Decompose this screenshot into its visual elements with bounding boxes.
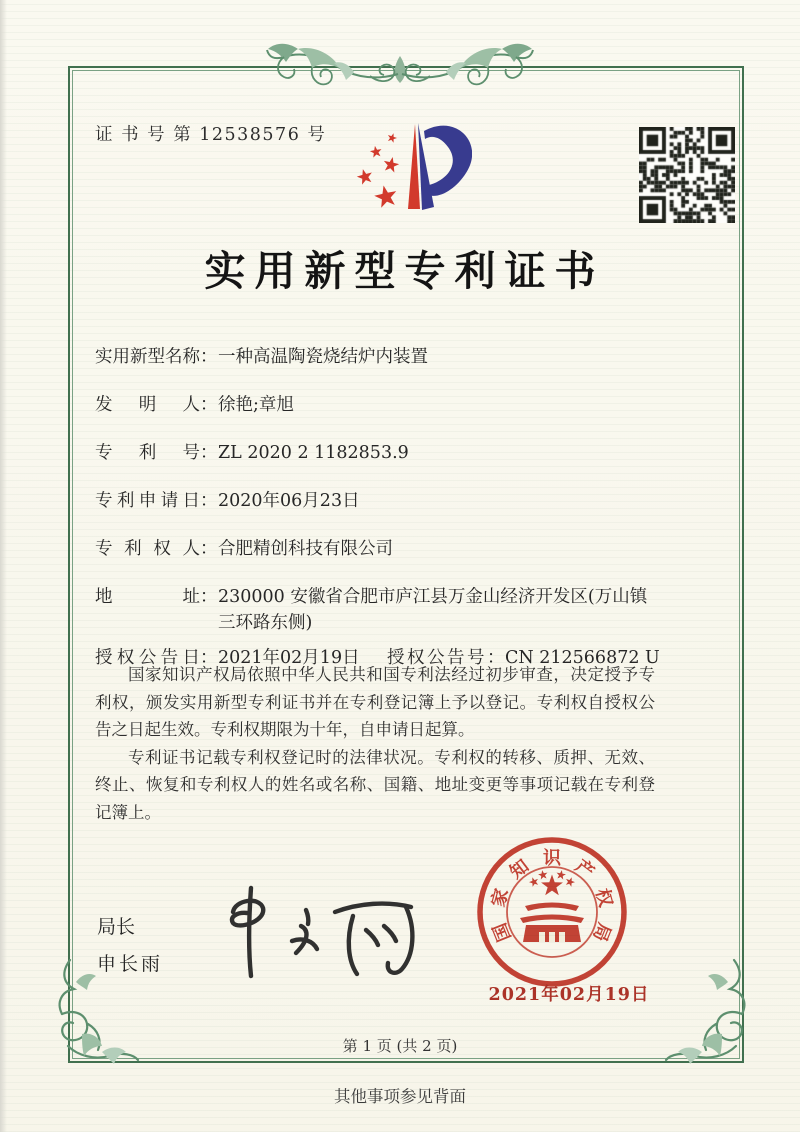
legal-paragraph-1: 国家知识产权局依照中华人民共和国专利法经过初步审查，决定授予专利权，颁发实用新型专利证书并在专利登记簿上予以登记。专利权自授权公告之日起生效。专利权期限为十年，自申请日起算。 (95, 665, 655, 739)
field-value: CN 212566872 U (505, 648, 660, 668)
field-value: 230000 安徽省合肥市庐江县万金山经济开发区(万山镇三环路东侧) (218, 587, 648, 633)
cnipa-logo (336, 108, 472, 238)
legal-text (95, 661, 655, 826)
field-label: 专利号 (95, 443, 200, 463)
qr-code (639, 127, 735, 223)
field-value: 徐艳;章旭 (218, 395, 294, 415)
fields-section (95, 344, 661, 693)
director-name: 申长雨 (97, 953, 164, 975)
field-row-address (95, 584, 661, 636)
svg-text:权: 权 (591, 886, 617, 910)
field-row-inventor (95, 392, 661, 418)
certificate-number: 证 书 号 第 12538576 号 (95, 125, 327, 145)
certificate-title: 实用新型专利证书 (204, 247, 605, 295)
field-row-filing-date (95, 488, 661, 514)
field-value: ZL 2020 2 1182853.9 (218, 443, 409, 463)
field-label: 地址 (95, 587, 200, 607)
svg-text:国: 国 (489, 919, 516, 945)
field-value: 2020年06月23日 (218, 491, 360, 511)
official-seal (472, 832, 632, 992)
field-label: 实用新型名称 (95, 347, 200, 367)
seal-date: 2021年02月19日 (488, 985, 650, 1005)
director-signature-handwriting (205, 876, 433, 986)
field-label: 专利权人 (95, 539, 200, 559)
field-colon: ： (200, 395, 218, 415)
top-border-ornament (266, 28, 534, 102)
field-colon: ： (200, 443, 218, 463)
svg-text:家: 家 (487, 886, 513, 910)
logo-red-wedge (408, 124, 420, 209)
svg-text:局: 局 (588, 919, 615, 945)
field-label: 专利申请日 (95, 491, 200, 511)
field-row-patentee (95, 536, 661, 562)
field-label: 授权公告日 (95, 648, 200, 668)
field-value: 一种高温陶瓷烧结炉内装置 (218, 347, 428, 367)
seal-national-emblem (507, 867, 597, 957)
svg-text:知: 知 (506, 855, 534, 884)
back-note: 其他事项参见背面 (334, 1087, 466, 1106)
field-colon: ： (200, 648, 218, 668)
svg-text:产: 产 (570, 855, 598, 884)
field-label: 授权公告号 (387, 648, 487, 668)
field-colon: ： (200, 539, 218, 559)
logo-p-bowl (424, 126, 472, 196)
page-indicator: 第 1 页 (共 2 页) (342, 1037, 458, 1055)
field-row-utility-name (95, 344, 661, 370)
field-label: 发明人 (95, 395, 200, 415)
field-value: 合肥精创科技有限公司 (218, 539, 393, 559)
field-colon: ： (200, 347, 218, 367)
field-colon: ： (487, 648, 505, 668)
director-title-label: 局长 (97, 916, 136, 938)
logo-stars (355, 132, 400, 209)
svg-text:识: 识 (543, 848, 561, 869)
field-row-patent-number (95, 440, 661, 466)
field-colon: ： (200, 587, 218, 607)
field-colon: ： (200, 491, 218, 511)
legal-paragraph-2: 专利证书记载专利权登记时的法律状况。专利权的转移、质押、无效、终止、恢复和专利权人的姓名或名称、国籍、地址变更等事项记载在专利登记簿上。 (95, 747, 655, 822)
field-value: 2021年02月19日 (218, 648, 360, 668)
